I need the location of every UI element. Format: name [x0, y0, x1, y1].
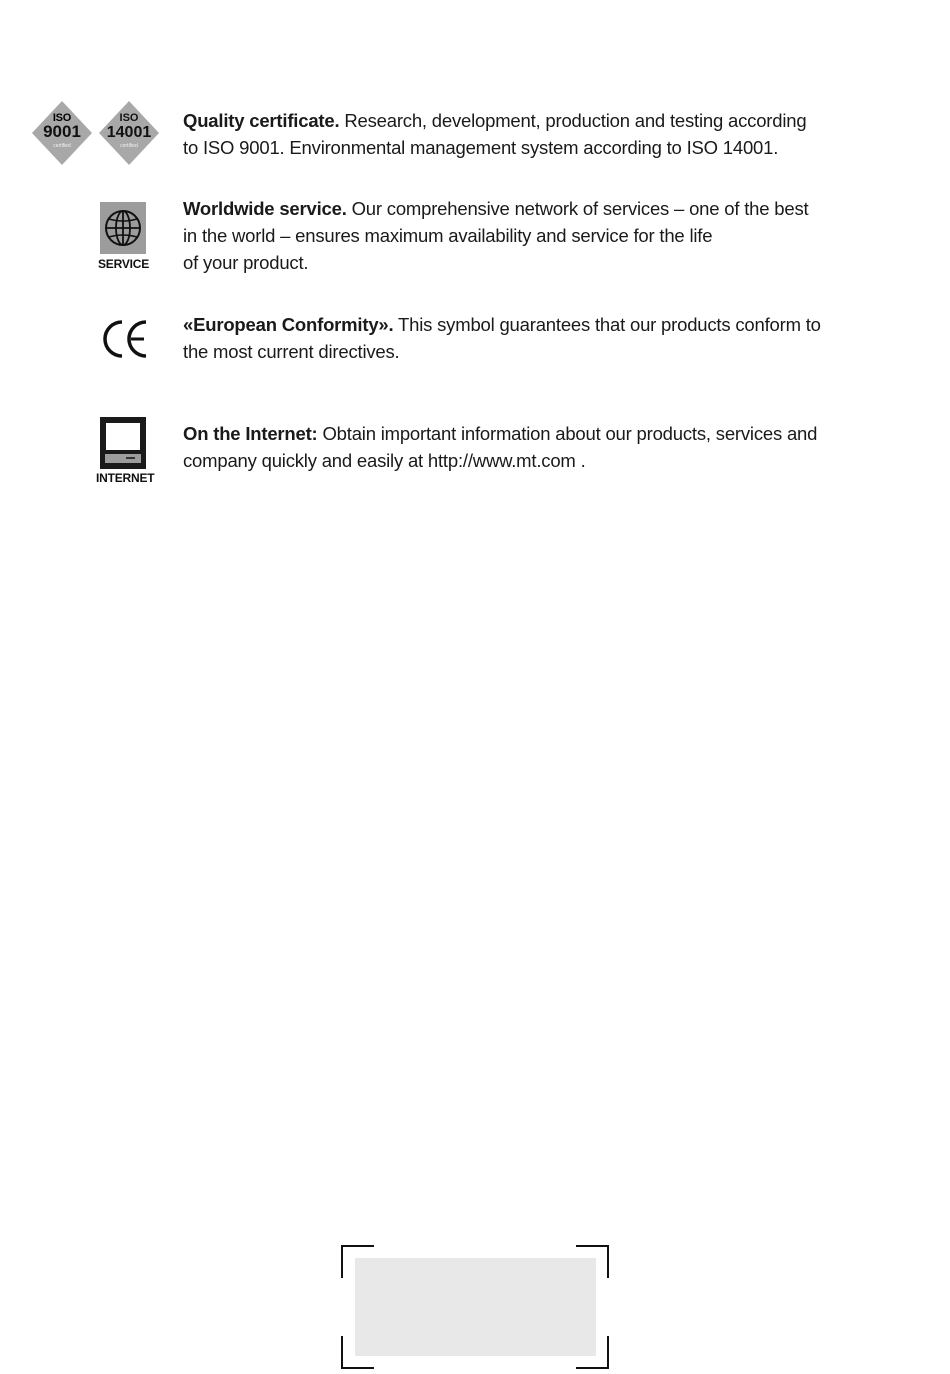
service-icon-label: SERVICE	[98, 257, 150, 271]
monitor-icon	[100, 417, 146, 469]
internet-text	[183, 420, 817, 474]
iso-9001-badge-icon	[31, 100, 93, 166]
iso-14001-badge-icon	[98, 100, 160, 166]
badge-14001-top: ISO	[119, 112, 139, 124]
internet-line-1	[183, 420, 817, 447]
quality-certificate-text	[183, 107, 806, 161]
quality-body-1: Research, development, production and testing according	[339, 110, 807, 131]
quality-body-2: to ISO 9001. Environmental management system according to ISO 14001.	[183, 137, 779, 158]
internet-heading: On the Internet:	[183, 423, 318, 444]
label-placeholder-frame	[341, 1245, 610, 1369]
conformity-body-1: This symbol guarantees that our products conform to	[393, 314, 821, 335]
badge-14001-number: 14001	[106, 124, 152, 141]
conformity-heading: «European Conformity».	[183, 314, 394, 335]
worldwide-service-text	[183, 195, 808, 276]
service-body-3: of your product.	[183, 252, 309, 273]
european-conformity-text	[183, 311, 821, 365]
ce-mark-icon	[102, 318, 150, 360]
internet-body-1: Obtain important information about our products, services and	[317, 423, 818, 444]
service-line-1	[183, 195, 808, 222]
conformity-line-1	[183, 311, 821, 338]
badge-9001-top: ISO	[52, 112, 72, 124]
service-body-1: Our comprehensive network of services – one of the best	[346, 198, 809, 219]
badge-9001-sub: certified	[53, 143, 71, 149]
internet-icon-label: INTERNET	[96, 471, 155, 485]
conformity-body-2: the most current directives.	[183, 341, 400, 362]
internet-body-2: company quickly and easily at http://www.mt.com .	[183, 450, 586, 471]
quality-heading: Quality certificate.	[183, 110, 340, 131]
label-placeholder-fill	[355, 1258, 596, 1356]
service-body-2: in the world – ensures maximum availability and service for the life	[183, 225, 713, 246]
quality-line-1	[183, 107, 806, 134]
globe-icon	[100, 202, 146, 254]
badge-9001-number: 9001	[43, 122, 81, 141]
service-heading: Worldwide service.	[183, 198, 347, 219]
badge-14001-sub: certified	[120, 143, 138, 149]
